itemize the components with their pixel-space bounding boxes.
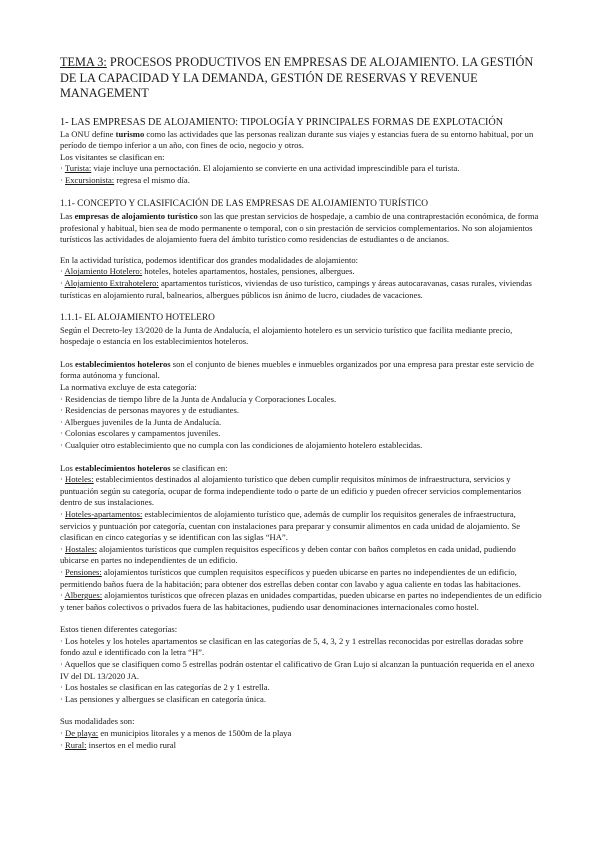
paragraph-empresas-alojamiento xyxy=(60,211,542,246)
term-text: insertos en el medio rural xyxy=(86,739,176,750)
bold-term: establecimientos hoteleros xyxy=(75,358,171,369)
term-label: Hoteles-apartamentos: xyxy=(65,508,143,519)
list-item-rural: · Rural: insertos en el medio rural xyxy=(60,739,176,750)
list-item-albergues: · Albergues: alojamientos turísticos que ofrecen plazas en unidades compartidas, pueden ubicarse en partes no independientes de un edificio y tener baños colectivos o privados fuera de las habitaciones, pudiendo usar denominaciones internacionales como hostel. xyxy=(60,590,542,612)
list-item-categoria: · Las pensiones y albergues se clasifican en categoría única. xyxy=(60,693,267,704)
text-run: Los xyxy=(60,462,76,473)
term-text: apartamentos turísticos, viviendas de uso turístico, campings y áreas autocaravanas, casas rurales, viviendas turísticas en alojamiento rural, balnearios, albergues públicos isn ánimo de lucro, ciudades de vacaciones. xyxy=(60,277,532,300)
bold-term: empresas de alojamiento turístico xyxy=(74,210,198,221)
list-item-hostales: · Hostales: alojamientos turísticos que cumplen requisitos específicos y deben contar con baños completos en cada unidad, pudiendo ubicarse en partes no independientes de un edificio. xyxy=(60,543,516,566)
paragraph-visitantes: Los visitantes se clasifican en: xyxy=(60,151,165,162)
term-text: alojamientos turísticos que ofrecen plazas en unidades compartidas, pueden ubicarse en partes no independientes de un edificio y tener baños colectivos o privados fuera de las habitaciones, pudiendo usar denominaciones internacionales como hostel. xyxy=(60,590,542,612)
text-run: Los xyxy=(60,358,76,369)
title-prefix: TEMA 3: xyxy=(60,55,107,69)
list-item-exclusion: · Colonias escolares y campamentos juveniles. xyxy=(60,428,221,439)
list-item-categoria: · Los hoteles y los hoteles apartamentos se clasifican en las categorías de 5, 4, 3, 2 y 1 estrellas reconocidas por estrellas doradas sobre fondo azul e identificado con la letra “H”. xyxy=(60,635,524,658)
term-text: establecimientos de alojamiento turístico que, además de cumplir los requisitos generales de infraestructura, servicios y puntuación por categoría, cuentan con instalaciones para preparar y consumir alimentos en cada unidad de alojamiento. Se clasifican en cinco categorías y se identifican con las siglas “HA”. xyxy=(60,508,521,543)
term-text: regresa el mismo día. xyxy=(114,174,190,185)
list-item-exclusion: · Residencias de personas mayores y de estudiantes. xyxy=(60,405,239,416)
text-run: Las xyxy=(60,210,75,221)
document-title xyxy=(60,55,542,102)
list-item-categoria: · Aquellos que se clasifiquen como 5 estrellas podrán ostentar el calificativo de Gran Lujo si alcanzan la puntuación requerida en el anexo IV del DL 13/2020 JA. xyxy=(60,659,535,681)
paragraph-establecimientos xyxy=(60,359,542,382)
list-item-playa: · De playa: en municipios litorales y a menos de 1500m de la playa xyxy=(60,728,292,739)
term-label: Hoteles: xyxy=(65,474,94,485)
list-item-turista: · Turista: viaje incluye una pernoctación. El alojamiento se convierte en una actividad imprescindible para el turista. xyxy=(60,163,460,174)
term-text: alojamientos turísticos que cumplen requisitos específicos y deben contar con baños completos en cada unidad, pudiendo ubicarse en partes no independientes de un edificio. xyxy=(60,543,516,566)
text-run: La ONU define xyxy=(60,128,116,139)
term-text: hoteles, hoteles apartamentos, hostales, pensiones, albergues. xyxy=(142,266,355,277)
term-label: Turista: xyxy=(64,163,92,174)
term-label: De playa: xyxy=(65,728,99,739)
term-label: Albergues: xyxy=(64,590,103,601)
text-run: son el conjunto de bienes muebles e inmuebles organizados por una empresa para prestar este servicio de forma autónoma y funcional. xyxy=(60,358,534,381)
term-text: establecimientos destinados al alojamiento turístico que deben cumplir requisitos mínimos de infraestructura, servicios y puntuación según su categoría, ocupar de forma independiente todo o parte de un edificio y pueden ofrecer servicios complementarios dentro de sus instalaciones. xyxy=(60,474,522,508)
list-item-categoria: · Los hostales se clasifican en las categorías de 2 y 1 estrella. xyxy=(60,682,270,693)
list-item-excursionista: · Excursionista: regresa el mismo día. xyxy=(60,174,190,185)
text-run: como las actividades que las personas realizan durante sus viajes y estancias fuera de su entorno habitual, por un período de tiempo inferior a un año, con fines de ocio, negocio y otros. xyxy=(60,128,534,151)
text-run: son las que prestan servicios de hospedaje, a cambio de una contraprestación económica, de forma profesional y habitual, bien sea de modo permanente o temporal, con o sin prestación de servicios complementarios. No son alojamientos turísticos las actividades de alojamiento fuera del ámbito turístico como residencias de estudiantes o de ancianos. xyxy=(60,210,539,245)
section-1-heading: 1- LAS EMPRESAS DE ALOJAMIENTO: TIPOLOGÍA Y PRINCIPALES FORMAS DE EXPLOTACIÓN xyxy=(60,116,504,128)
section-1-1-1-heading: 1.1.1- EL ALOJAMIENTO HOTELERO xyxy=(60,313,215,324)
text-run: se clasifican en: xyxy=(170,462,228,473)
term-label: Pensiones: xyxy=(65,566,102,577)
paragraph-excluye: La normativa excluye de esta categoría: xyxy=(60,382,197,392)
paragraph-modalidades: En la actividad turística, podemos identificar dos grandes modalidades de alojamiento: xyxy=(60,254,359,265)
paragraph-decreto: Según el Decreto-ley 13/2020 de la Junta de Andalucía, el alojamiento hotelero es un servicio turístico que facilita mediante precio, hospedaje o estancia en los establecimientos hoteleros. xyxy=(60,324,513,347)
document-page xyxy=(60,55,542,751)
term-label: Excursionista: xyxy=(65,174,115,185)
section-1-1-heading: 1.1- CONCEPTO Y CLASIFICACIÓN DE LAS EMPRESAS DE ALOJAMIENTO TURÍSTICO xyxy=(60,199,429,210)
list-item-hoteles: · Hoteles: establecimientos destinados al alojamiento turístico que deben cumplir requisitos mínimos de infraestructura, servicios y puntuación según su categoría, ocupar de forma independiente todo o parte de un edificio y pueden ofrecer servicios complementarios dentro de sus instalaciones. xyxy=(60,474,522,508)
list-item-exclusion: · Residencias de tiempo libre de la Junta de Andalucía y Corporaciones Locales. xyxy=(60,393,337,404)
term-label: Alojamiento Hotelero: xyxy=(64,266,143,277)
list-item-exclusion: · Cualquier otro establecimiento que no cumpla con las condiciones de alojamiento hotelero establecidas. xyxy=(60,439,423,450)
list-item-pensiones: · Pensiones: alojamientos turísticos que cumplen requisitos específicos y pueden ubicarse en partes no independientes de un edificio, permitiendo baños fuera de la habitación; para obtener dos estrellas deben contar con lavabo y agua caliente en todas las habitaciones. xyxy=(60,566,521,589)
bold-term: establecimientos hoteleros xyxy=(75,462,171,473)
term-label: Rural: xyxy=(65,739,87,750)
list-item-hotelero: · Alojamiento Hotelero: hoteles, hoteles apartamentos, hostales, pensiones, albergues. xyxy=(60,266,355,277)
paragraph-clasificacion xyxy=(60,463,542,475)
list-item-exclusion: · Albergues juveniles de la Junta de Andalucía. xyxy=(60,416,222,427)
title-text: PROCESOS PRODUCTIVOS EN EMPRESAS DE ALOJAMIENTO. LA GESTIÓN DE LA CAPACIDAD Y LA DEMANDA, GESTIÓN DE RESERVAS Y REVENUE MANAGEMENT xyxy=(60,55,534,100)
term-text: viaje incluye una pernoctación. El alojamiento se convierte en una actividad imprescindible para el turista. xyxy=(91,163,460,174)
paragraph-modalidades-hotel: Sus modalidades son: xyxy=(60,716,135,727)
paragraph-onu-definition xyxy=(60,129,542,152)
term-label: Hostales: xyxy=(65,543,97,554)
list-item-hoteles-apartamentos: · Hoteles-apartamentos: establecimientos de alojamiento turístico que, además de cumplir los requisitos generales de infraestructura, servicios y puntuación por categoría, cuentan con instalaciones para preparar y consumir alimentos en cada unidad de alojamiento. Se clasifican en cinco categorías y se identifican con las siglas “HA”. xyxy=(60,508,521,543)
list-item-extrahotelero: · Alojamiento Extrahotelero: apartamentos turísticos, viviendas de uso turístico, campings y áreas autocaravanas, casas rurales, viviendas turísticas en alojamiento rural, balnearios, albergues públicos isn ánimo de lucro, ciudades de vacaciones. xyxy=(60,277,532,300)
term-label: Alojamiento Extrahotelero: xyxy=(64,277,159,288)
bold-term: turismo xyxy=(115,128,145,139)
term-text: alojamientos turísticos que cumplen requisitos específicos y pueden ubicarse en partes no independientes de un edificio, permitiendo baños fuera de la habitación; para obtener dos estrellas deben contar con lavabo y agua caliente en todas las habitaciones. xyxy=(60,566,521,589)
term-text: en municipios litorales y a menos de 1500m de la playa xyxy=(98,728,292,739)
paragraph-categorias: Estos tienen diferentes categorías: xyxy=(60,624,178,635)
